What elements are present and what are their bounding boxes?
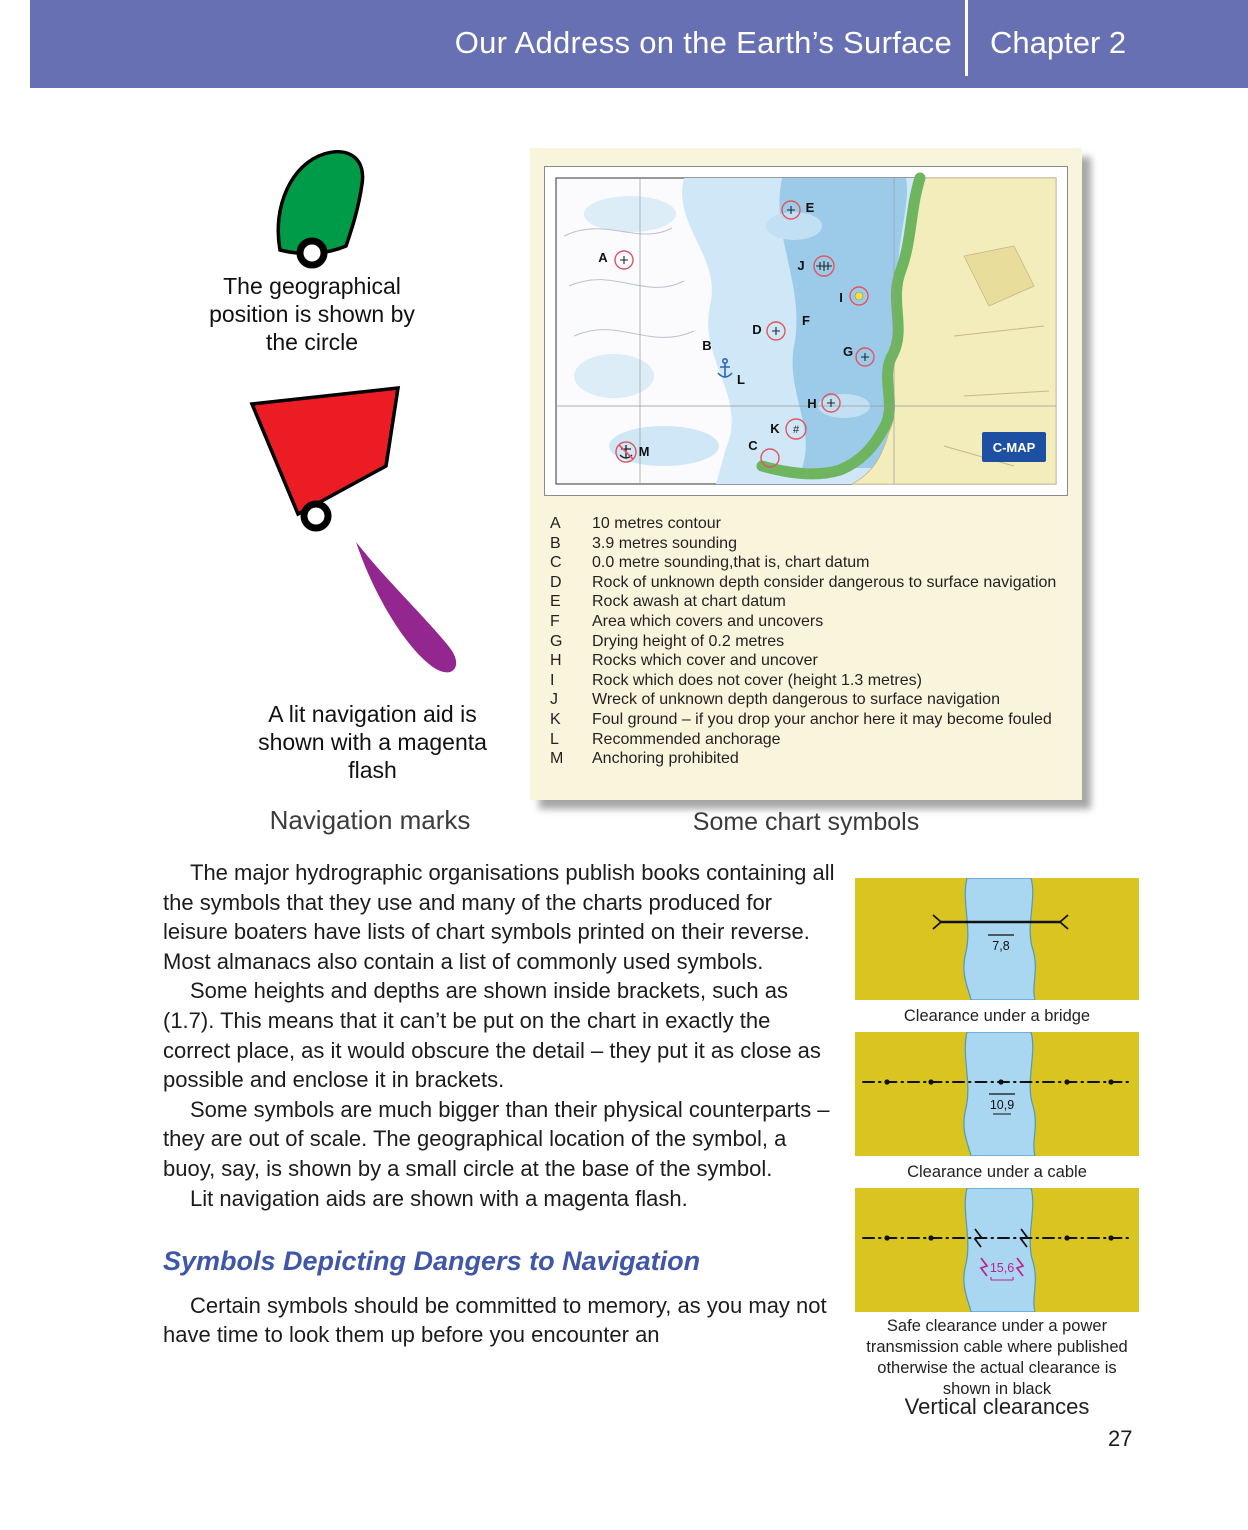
svg-text:K: K [770,421,780,436]
legend-row [550,730,1066,750]
svg-text:G: G [842,344,854,359]
legend-letter: M [550,750,564,768]
legend-row [550,690,1066,710]
legend-row [550,749,1066,769]
legend-row [550,671,1066,691]
legend-row [550,651,1066,671]
legend-row [550,592,1066,612]
legend-row [550,534,1066,554]
svg-text:A: A [598,250,608,265]
magenta-flash-shape [356,542,456,672]
header-divider [965,0,968,76]
river [964,1188,1035,1312]
green-cone-mark-figure [262,146,382,271]
paragraph: Some heights and depths are shown inside brackets, such as (1.7). This means that it can’t be put on the chart in exactly the correct place, as it would obscure the detail – they put it as close as possible and enclose it in brackets. [163,978,821,1093]
legend-text: 3.9 metres sounding [592,534,737,552]
legend-row [550,553,1066,573]
nautical-chart-image [544,166,1068,496]
bridge-clearance-figure [855,878,1139,1000]
magenta-flash-figure [348,536,498,681]
rock-symbol [855,292,863,300]
legend-text: Recommended anchorage [592,730,781,748]
svg-text:D: D [752,322,762,337]
chapter-header-title: Our Address on the Earth’s Surface [454,25,952,60]
power-clearance-value: 15,6 [989,1261,1015,1275]
svg-text:M: M [638,444,650,459]
chart-symbols-figure [530,148,1082,800]
legend-row [550,632,1066,652]
legend-letter: I [550,671,555,689]
cable-clearance-value: 10,9 [989,1098,1015,1112]
water-patch [584,196,676,232]
chart-figure-caption: Some chart symbols [692,808,920,836]
legend-text: Rock which does not cover (height 1.3 metres) [592,671,922,689]
svg-text:B: B [702,338,712,353]
legend-letter: E [550,593,561,611]
bridge-clearance-caption: Clearance under a bridge [903,1007,1091,1025]
svg-text:F: F [802,313,810,328]
legend-letter: H [550,652,562,670]
water-patch [574,354,654,398]
legend-letter: A [550,515,561,532]
legend-letter: C [550,554,562,572]
legend-text: 0.0 metre sounding,that is, chart datum [592,554,870,572]
legend-letter: L [550,730,559,748]
caption-navigation-marks: Navigation marks [269,805,471,835]
svg-text:L: L [737,372,745,387]
legend-text: Drying height of 0.2 metres [592,632,785,650]
svg-text:C: C [748,438,758,453]
legend-text: Rock of unknown depth consider dangerous to surface navigation [592,573,1057,591]
power-clearance-caption: Safe clearance under a power transmission cable where published otherwise the actual clearance is shown in black [866,1317,1128,1398]
legend-row [550,710,1066,730]
paragraph: Certain symbols should be committed to memory, as you may not have time to look them up before you encounter an [163,1292,827,1348]
legend-text: 10 metres contour [592,515,721,532]
svg-text:E: E [805,200,815,215]
legend-letter: G [550,632,563,650]
legend-letter: D [550,573,562,591]
caption-lit-navigation-aid: A lit navigation aid is shown with a magenta flash [258,701,487,783]
legend-text: Foul ground – if you drop your anchor here it may become fouled [592,710,1052,728]
section-heading: Symbols Depicting Dangers to Navigation [163,1246,701,1277]
legend-text: Wreck of unknown depth dangerous to surface navigation [592,691,1000,709]
legend-row [550,514,1066,534]
green-cone-shape [278,152,362,254]
legend-letter: B [550,534,561,552]
water-patch [766,212,822,240]
paragraph: The major hydrographic organisations publish books containing all the symbols that they use and many of the charts produced for leisure boaters have lists of chart symbols printed on their reverse. Most almanacs also contain a list of commonly used symbols. [163,860,835,974]
cable-clearance-figure [855,1032,1139,1156]
svg-text:C-MAP: C-MAP [992,440,1036,455]
legend-text: Area which covers and uncovers [592,612,824,630]
cmap-logo [982,432,1046,462]
cable-clearance-caption: Clearance under a cable [907,1163,1087,1181]
legend-row [550,573,1066,593]
svg-text:H: H [807,396,817,411]
paragraph: Some symbols are much bigger than their physical counterparts – they are out of scale. The geographical location of the symbol, a buoy, say, is shown by a small circle at the base of the symbol. [163,1096,830,1181]
power-cable-clearance-figure [855,1188,1139,1312]
svg-text:I: I [839,290,843,305]
red-can-shape [252,388,398,514]
legend-row [550,612,1066,632]
red-can-mark-figure [240,382,410,534]
legend-letter: F [550,612,560,630]
position-circle [300,241,324,265]
chapter-header-number: Chapter 2 [990,25,1127,60]
legend-text: Rocks which cover and uncover [592,652,818,670]
bridge-clearance-value: 7,8 [992,939,1010,953]
legend-letter: J [550,691,558,709]
legend-text: Anchoring prohibited [592,750,739,768]
svg-text:J: J [797,258,805,273]
legend-text: Rock awash at chart datum [592,593,786,611]
page-number: 27 [1108,1426,1133,1451]
chart-legend [550,514,1066,769]
chapter-header-band [30,0,1248,88]
position-circle [304,504,328,528]
body-text-column [163,858,841,1350]
legend-letter: K [550,710,561,728]
foul-ground-symbol: # [792,424,800,436]
caption-geographical-position: The geographical position is shown by the circle [209,273,415,355]
paragraph: Lit navigation aids are shown with a magenta flash. [190,1185,688,1211]
vertical-clearances-caption: Vertical clearances [904,1394,1090,1419]
